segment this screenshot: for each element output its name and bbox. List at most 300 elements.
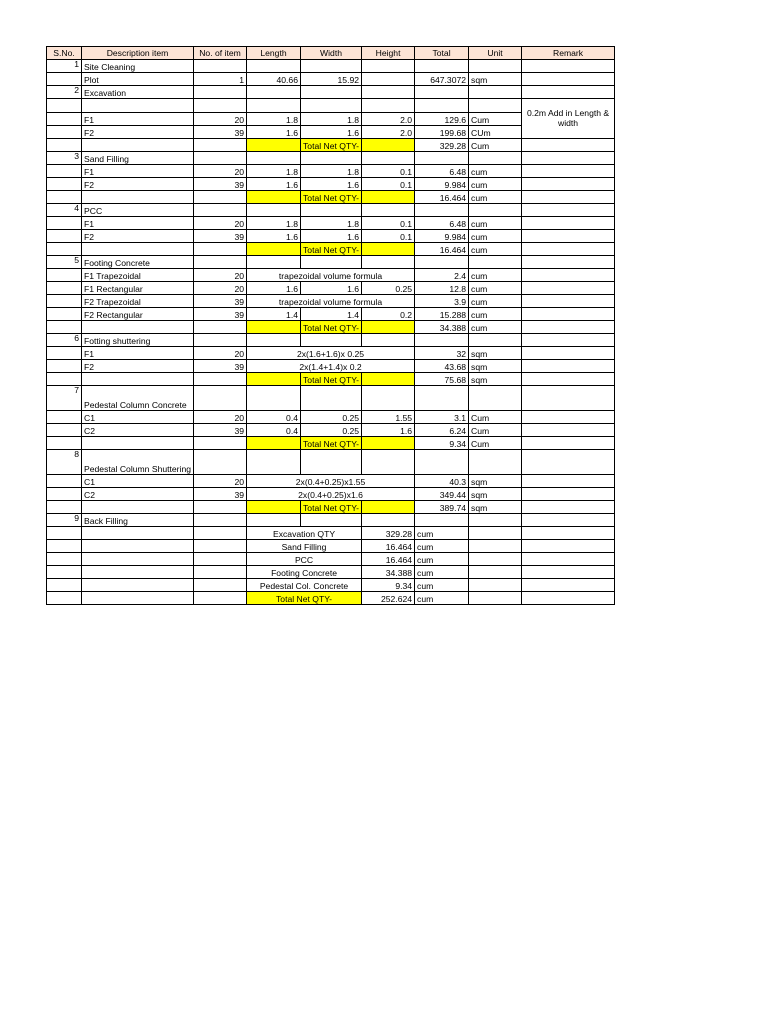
count-cell[interactable] <box>194 579 247 592</box>
header-description[interactable]: Description item <box>82 47 194 60</box>
unit-cell[interactable]: cum <box>469 308 522 321</box>
length-cell[interactable]: 0.4 <box>247 411 301 424</box>
width-cell[interactable] <box>301 152 362 165</box>
remark-cell[interactable]: 0.2m Add in Length & width <box>522 99 615 139</box>
width-cell[interactable] <box>301 450 362 475</box>
remark-cell[interactable] <box>522 373 615 386</box>
sno-cell[interactable] <box>47 126 82 139</box>
sno-cell[interactable] <box>47 347 82 360</box>
highlight-cell[interactable] <box>362 139 415 152</box>
height-cell[interactable] <box>362 256 415 269</box>
unit-cell[interactable]: cum <box>469 191 522 204</box>
description-cell[interactable]: F2 Rectangular <box>82 308 194 321</box>
unit-cell[interactable] <box>469 514 522 527</box>
unit-cell[interactable]: Cum <box>469 411 522 424</box>
unit-cell[interactable]: sqm <box>469 360 522 373</box>
total-cell[interactable]: 75.68 <box>415 373 469 386</box>
remark-cell[interactable] <box>522 579 615 592</box>
sno-cell[interactable]: 3 <box>47 152 82 165</box>
length-cell[interactable] <box>247 256 301 269</box>
width-cell[interactable] <box>301 514 362 527</box>
count-cell[interactable] <box>194 86 247 99</box>
description-cell[interactable] <box>82 321 194 334</box>
total-cell[interactable]: 40.3 <box>415 475 469 488</box>
length-cell[interactable] <box>247 60 301 73</box>
unit-cell[interactable] <box>469 386 522 411</box>
description-cell[interactable] <box>82 501 194 514</box>
remark-cell[interactable] <box>522 566 615 579</box>
width-cell[interactable] <box>301 334 362 347</box>
description-cell[interactable] <box>82 579 194 592</box>
count-cell[interactable]: 20 <box>194 475 247 488</box>
sno-cell[interactable] <box>47 488 82 501</box>
count-cell[interactable] <box>194 256 247 269</box>
remark-cell[interactable] <box>522 230 615 243</box>
total-cell[interactable]: 349.44 <box>415 488 469 501</box>
unit-cell[interactable]: cum <box>469 230 522 243</box>
unit-cell[interactable] <box>469 152 522 165</box>
count-cell[interactable]: 20 <box>194 269 247 282</box>
remark-cell[interactable] <box>522 386 615 411</box>
total-cell[interactable]: 16.464 <box>415 191 469 204</box>
remark-cell[interactable] <box>522 73 615 86</box>
highlight-cell[interactable] <box>247 501 301 514</box>
description-cell[interactable]: C1 <box>82 475 194 488</box>
count-cell[interactable]: 39 <box>194 295 247 308</box>
sno-cell[interactable] <box>47 282 82 295</box>
header-unit[interactable]: Unit <box>469 47 522 60</box>
description-cell[interactable]: F1 Rectangular <box>82 282 194 295</box>
sno-cell[interactable] <box>47 165 82 178</box>
unit-cell[interactable]: cum <box>469 243 522 256</box>
width-cell[interactable]: 1.8 <box>301 217 362 230</box>
count-cell[interactable] <box>194 592 247 605</box>
count-cell[interactable] <box>194 191 247 204</box>
total-cell[interactable]: 43.68 <box>415 360 469 373</box>
length-cell[interactable] <box>247 86 301 99</box>
remark-cell[interactable] <box>522 243 615 256</box>
remark-cell[interactable] <box>522 191 615 204</box>
length-cell[interactable]: 0.4 <box>247 424 301 437</box>
height-cell[interactable]: 0.1 <box>362 165 415 178</box>
highlight-cell[interactable] <box>362 321 415 334</box>
width-cell[interactable] <box>301 256 362 269</box>
unit-cell[interactable]: sqm <box>469 347 522 360</box>
count-cell[interactable]: 39 <box>194 230 247 243</box>
highlight-cell[interactable] <box>247 373 301 386</box>
count-cell[interactable] <box>194 152 247 165</box>
count-cell[interactable] <box>194 139 247 152</box>
count-cell[interactable] <box>194 386 247 411</box>
sno-cell[interactable] <box>47 295 82 308</box>
unit-cell[interactable] <box>469 540 522 553</box>
unit-cell[interactable]: sqm <box>469 373 522 386</box>
length-cell[interactable]: 1.8 <box>247 165 301 178</box>
unit-cell[interactable] <box>469 256 522 269</box>
sno-cell[interactable]: 7 <box>47 386 82 411</box>
total-cell[interactable]: 9.984 <box>415 230 469 243</box>
length-cell[interactable]: 1.8 <box>247 217 301 230</box>
sno-cell[interactable] <box>47 501 82 514</box>
remark-cell[interactable] <box>522 347 615 360</box>
width-cell[interactable]: 1.6 <box>301 282 362 295</box>
length-cell[interactable]: 1.8 <box>247 113 301 126</box>
sno-cell[interactable] <box>47 217 82 230</box>
total-cell[interactable]: 3.1 <box>415 411 469 424</box>
unit-cell[interactable]: cum <box>469 217 522 230</box>
unit-cell[interactable] <box>469 99 522 113</box>
header-remark[interactable]: Remark <box>522 47 615 60</box>
count-cell[interactable] <box>194 450 247 475</box>
width-cell[interactable] <box>301 60 362 73</box>
unit-cell[interactable]: cum <box>469 165 522 178</box>
sno-cell[interactable] <box>47 373 82 386</box>
width-cell[interactable] <box>301 204 362 217</box>
remark-cell[interactable] <box>522 165 615 178</box>
height-cell[interactable] <box>362 152 415 165</box>
count-cell[interactable]: 39 <box>194 360 247 373</box>
total-cell[interactable] <box>415 514 469 527</box>
total-cell[interactable]: 15.288 <box>415 308 469 321</box>
count-cell[interactable]: 20 <box>194 347 247 360</box>
length-cell[interactable] <box>247 99 301 113</box>
sno-cell[interactable]: 4 <box>47 204 82 217</box>
summary-label[interactable]: Excavation QTY <box>247 527 362 540</box>
remark-cell[interactable] <box>522 488 615 501</box>
total-cell[interactable] <box>415 450 469 475</box>
unit-cell[interactable]: sqm <box>469 475 522 488</box>
remark-cell[interactable] <box>522 60 615 73</box>
remark-cell[interactable] <box>522 295 615 308</box>
width-cell[interactable]: 1.4 <box>301 308 362 321</box>
description-cell[interactable]: Footing Concrete <box>82 256 194 269</box>
total-cell[interactable] <box>415 152 469 165</box>
description-cell[interactable]: F2 Trapezoidal <box>82 295 194 308</box>
total-cell[interactable]: 6.48 <box>415 165 469 178</box>
description-cell[interactable]: F1 <box>82 217 194 230</box>
sno-cell[interactable]: 8 <box>47 450 82 475</box>
formula-cell[interactable]: 2x(1.6+1.6)x 0.25 <box>247 347 415 360</box>
unit-cell[interactable]: Cum <box>469 113 522 126</box>
highlight-cell[interactable] <box>362 373 415 386</box>
unit-cell[interactable]: sqm <box>469 73 522 86</box>
unit-cell[interactable] <box>469 86 522 99</box>
unit-cell[interactable] <box>469 579 522 592</box>
highlight-cell[interactable] <box>247 321 301 334</box>
description-cell[interactable]: Excavation <box>82 86 194 99</box>
sno-cell[interactable] <box>47 424 82 437</box>
unit-cell[interactable]: Cum <box>469 424 522 437</box>
remark-cell[interactable] <box>522 256 615 269</box>
height-cell[interactable]: 0.25 <box>362 282 415 295</box>
description-cell[interactable]: Pedestal Column Concrete <box>82 386 194 411</box>
count-cell[interactable] <box>194 99 247 113</box>
formula-cell[interactable]: 2x(1.4+1.4)x 0.2 <box>247 360 415 373</box>
description-cell[interactable]: Fotting shuttering <box>82 334 194 347</box>
total-cell[interactable]: 3.9 <box>415 295 469 308</box>
description-cell[interactable]: C1 <box>82 411 194 424</box>
sno-cell[interactable]: 9 <box>47 514 82 527</box>
remark-cell[interactable] <box>522 592 615 605</box>
sno-cell[interactable]: 1 <box>47 60 82 73</box>
summary-value[interactable]: 34.388 <box>362 566 415 579</box>
unit-cell[interactable] <box>469 334 522 347</box>
description-cell[interactable]: Sand Filling <box>82 152 194 165</box>
count-cell[interactable]: 39 <box>194 126 247 139</box>
sno-cell[interactable] <box>47 411 82 424</box>
total-label[interactable]: Total Net QTY- <box>301 437 362 450</box>
sno-cell[interactable] <box>47 99 82 113</box>
width-cell[interactable] <box>301 99 362 113</box>
sno-cell[interactable] <box>47 269 82 282</box>
total-cell[interactable]: 6.24 <box>415 424 469 437</box>
count-cell[interactable] <box>194 437 247 450</box>
height-cell[interactable]: 0.1 <box>362 217 415 230</box>
formula-cell[interactable]: trapezoidal volume formula <box>247 295 415 308</box>
summary-label[interactable]: Footing Concrete <box>247 566 362 579</box>
remark-cell[interactable] <box>522 553 615 566</box>
description-cell[interactable]: F1 <box>82 347 194 360</box>
highlight-cell[interactable] <box>362 437 415 450</box>
summary-label[interactable]: Pedestal Col. Concrete <box>247 579 362 592</box>
header-sno[interactable]: S.No. <box>47 47 82 60</box>
sno-cell[interactable] <box>47 178 82 191</box>
length-cell[interactable] <box>247 386 301 411</box>
unit-cell[interactable] <box>469 450 522 475</box>
total-cell[interactable] <box>415 386 469 411</box>
height-cell[interactable] <box>362 99 415 113</box>
description-cell[interactable]: F2 <box>82 178 194 191</box>
total-label[interactable]: Total Net QTY- <box>247 592 362 605</box>
width-cell[interactable]: 1.6 <box>301 126 362 139</box>
total-cell[interactable]: 199.68 <box>415 126 469 139</box>
count-cell[interactable] <box>194 204 247 217</box>
description-cell[interactable] <box>82 373 194 386</box>
remark-cell[interactable] <box>522 152 615 165</box>
remark-cell[interactable] <box>522 269 615 282</box>
description-cell[interactable]: F2 <box>82 360 194 373</box>
width-cell[interactable] <box>301 86 362 99</box>
count-cell[interactable] <box>194 334 247 347</box>
unit-cell[interactable] <box>469 527 522 540</box>
height-cell[interactable]: 1.55 <box>362 411 415 424</box>
length-cell[interactable]: 1.6 <box>247 282 301 295</box>
description-cell[interactable]: F2 <box>82 126 194 139</box>
description-cell[interactable]: Site Cleaning <box>82 60 194 73</box>
highlight-cell[interactable] <box>362 243 415 256</box>
remark-cell[interactable] <box>522 321 615 334</box>
sno-cell[interactable]: 2 <box>47 86 82 99</box>
unit-cell[interactable]: Cum <box>469 139 522 152</box>
sno-cell[interactable] <box>47 73 82 86</box>
height-cell[interactable] <box>362 86 415 99</box>
total-cell[interactable]: 389.74 <box>415 501 469 514</box>
count-cell[interactable] <box>194 321 247 334</box>
length-cell[interactable] <box>247 450 301 475</box>
sno-cell[interactable] <box>47 113 82 126</box>
remark-cell[interactable] <box>522 334 615 347</box>
highlight-cell[interactable] <box>247 139 301 152</box>
highlight-cell[interactable] <box>247 243 301 256</box>
width-cell[interactable]: 15.92 <box>301 73 362 86</box>
description-cell[interactable]: PCC <box>82 204 194 217</box>
height-cell[interactable] <box>362 334 415 347</box>
summary-value[interactable]: 16.464 <box>362 553 415 566</box>
unit-cell[interactable]: cum <box>469 321 522 334</box>
length-cell[interactable]: 1.4 <box>247 308 301 321</box>
width-cell[interactable]: 1.6 <box>301 230 362 243</box>
height-cell[interactable]: 0.1 <box>362 230 415 243</box>
count-cell[interactable] <box>194 553 247 566</box>
description-cell[interactable]: Pedestal Column Shuttering <box>82 450 194 475</box>
description-cell[interactable] <box>82 553 194 566</box>
header-count[interactable]: No. of item <box>194 47 247 60</box>
total-label[interactable]: Total Net QTY- <box>301 191 362 204</box>
sno-cell[interactable] <box>47 191 82 204</box>
sno-cell[interactable] <box>47 540 82 553</box>
sno-cell[interactable]: 6 <box>47 334 82 347</box>
sno-cell[interactable] <box>47 230 82 243</box>
total-cell[interactable] <box>415 256 469 269</box>
highlight-cell[interactable] <box>247 437 301 450</box>
formula-cell[interactable]: 2x(0.4+0.25)x1.6 <box>247 488 415 501</box>
total-cell[interactable]: 16.464 <box>415 243 469 256</box>
remark-cell[interactable] <box>522 411 615 424</box>
total-label[interactable]: Total Net QTY- <box>301 321 362 334</box>
height-cell[interactable] <box>362 514 415 527</box>
count-cell[interactable]: 20 <box>194 113 247 126</box>
remark-cell[interactable] <box>522 514 615 527</box>
unit-cell[interactable]: cum <box>469 269 522 282</box>
description-cell[interactable]: C2 <box>82 424 194 437</box>
width-cell[interactable]: 0.25 <box>301 411 362 424</box>
count-cell[interactable] <box>194 373 247 386</box>
total-cell[interactable] <box>415 99 469 113</box>
length-cell[interactable]: 40.66 <box>247 73 301 86</box>
length-cell[interactable]: 1.6 <box>247 126 301 139</box>
summary-unit[interactable]: cum <box>415 540 469 553</box>
height-cell[interactable]: 2.0 <box>362 126 415 139</box>
count-cell[interactable] <box>194 243 247 256</box>
total-label[interactable]: Total Net QTY- <box>301 373 362 386</box>
sno-cell[interactable] <box>47 566 82 579</box>
remark-cell[interactable] <box>522 424 615 437</box>
count-cell[interactable]: 20 <box>194 217 247 230</box>
total-cell[interactable]: 2.4 <box>415 269 469 282</box>
count-cell[interactable]: 1 <box>194 73 247 86</box>
total-cell[interactable] <box>415 86 469 99</box>
remark-cell[interactable] <box>522 282 615 295</box>
height-cell[interactable] <box>362 450 415 475</box>
width-cell[interactable]: 0.25 <box>301 424 362 437</box>
length-cell[interactable] <box>247 334 301 347</box>
formula-cell[interactable]: 2x(0.4+0.25)x1.55 <box>247 475 415 488</box>
height-cell[interactable]: 0.1 <box>362 178 415 191</box>
length-cell[interactable] <box>247 152 301 165</box>
count-cell[interactable] <box>194 514 247 527</box>
height-cell[interactable]: 1.6 <box>362 424 415 437</box>
header-height[interactable]: Height <box>362 47 415 60</box>
sno-cell[interactable] <box>47 321 82 334</box>
sno-cell[interactable] <box>47 139 82 152</box>
summary-label[interactable]: PCC <box>247 553 362 566</box>
description-cell[interactable]: F1 <box>82 113 194 126</box>
count-cell[interactable]: 39 <box>194 178 247 191</box>
sno-cell[interactable] <box>47 475 82 488</box>
count-cell[interactable]: 39 <box>194 424 247 437</box>
total-cell[interactable]: 129.6 <box>415 113 469 126</box>
width-cell[interactable]: 1.8 <box>301 113 362 126</box>
height-cell[interactable]: 2.0 <box>362 113 415 126</box>
height-cell[interactable] <box>362 73 415 86</box>
count-cell[interactable]: 20 <box>194 282 247 295</box>
total-cell[interactable]: 34.388 <box>415 321 469 334</box>
highlight-cell[interactable] <box>362 191 415 204</box>
description-cell[interactable] <box>82 566 194 579</box>
total-cell[interactable]: 647.3072 <box>415 73 469 86</box>
total-label[interactable]: Total Net QTY- <box>301 501 362 514</box>
description-cell[interactable] <box>82 437 194 450</box>
description-cell[interactable]: Plot <box>82 73 194 86</box>
unit-cell[interactable]: sqm <box>469 501 522 514</box>
unit-cell[interactable] <box>469 60 522 73</box>
remark-cell[interactable] <box>522 204 615 217</box>
unit-cell[interactable]: sqm <box>469 488 522 501</box>
length-cell[interactable] <box>247 204 301 217</box>
sno-cell[interactable] <box>47 360 82 373</box>
count-cell[interactable]: 39 <box>194 488 247 501</box>
sno-cell[interactable] <box>47 553 82 566</box>
total-cell[interactable]: 329.28 <box>415 139 469 152</box>
sno-cell[interactable] <box>47 437 82 450</box>
summary-label[interactable]: Sand Filling <box>247 540 362 553</box>
unit-cell[interactable]: cum <box>469 295 522 308</box>
formula-cell[interactable]: trapezoidal volume formula <box>247 269 415 282</box>
description-cell[interactable] <box>82 243 194 256</box>
summary-unit[interactable]: cum <box>415 592 469 605</box>
count-cell[interactable] <box>194 540 247 553</box>
sno-cell[interactable] <box>47 308 82 321</box>
header-width[interactable]: Width <box>301 47 362 60</box>
remark-cell[interactable] <box>522 527 615 540</box>
unit-cell[interactable]: cum <box>469 282 522 295</box>
width-cell[interactable]: 1.8 <box>301 165 362 178</box>
sno-cell[interactable] <box>47 579 82 592</box>
height-cell[interactable] <box>362 60 415 73</box>
remark-cell[interactable] <box>522 540 615 553</box>
total-cell[interactable]: 6.48 <box>415 217 469 230</box>
sno-cell[interactable]: 5 <box>47 256 82 269</box>
unit-cell[interactable] <box>469 553 522 566</box>
total-cell[interactable] <box>415 60 469 73</box>
length-cell[interactable]: 1.6 <box>247 230 301 243</box>
summary-value[interactable]: 329.28 <box>362 527 415 540</box>
header-total[interactable]: Total <box>415 47 469 60</box>
description-cell[interactable]: F1 Trapezoidal <box>82 269 194 282</box>
description-cell[interactable] <box>82 527 194 540</box>
description-cell[interactable]: F1 <box>82 165 194 178</box>
remark-cell[interactable] <box>522 217 615 230</box>
description-cell[interactable]: Back Filling <box>82 514 194 527</box>
remark-cell[interactable] <box>522 501 615 514</box>
height-cell[interactable] <box>362 386 415 411</box>
remark-cell[interactable] <box>522 450 615 475</box>
remark-cell[interactable] <box>522 139 615 152</box>
width-cell[interactable]: 1.6 <box>301 178 362 191</box>
total-label[interactable]: Total Net QTY- <box>301 139 362 152</box>
description-cell[interactable] <box>82 99 194 113</box>
sno-cell[interactable] <box>47 592 82 605</box>
